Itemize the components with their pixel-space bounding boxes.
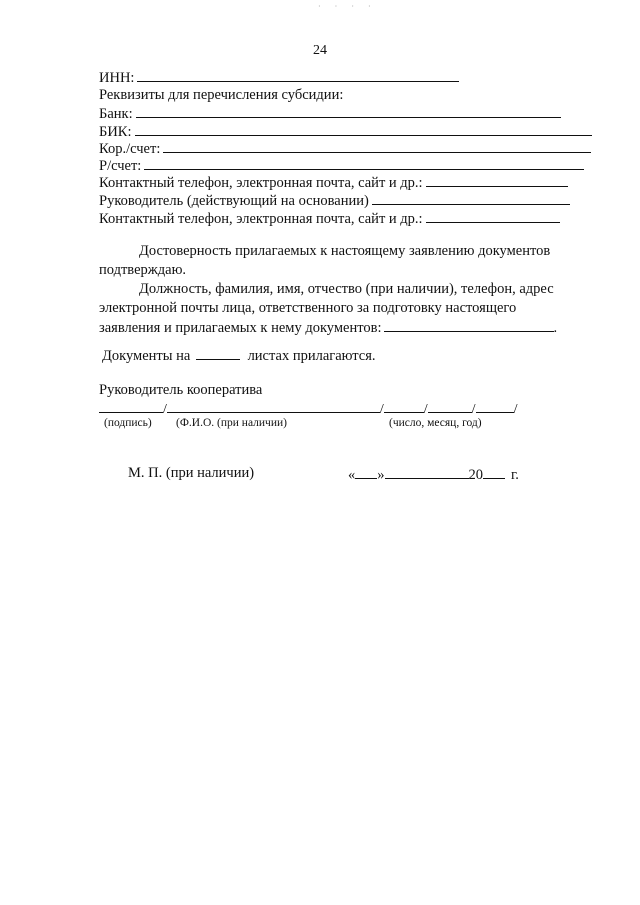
year-field[interactable] (476, 399, 514, 413)
quote-open: « (348, 467, 356, 483)
date-row (348, 465, 519, 484)
documents-suffix: листах прилагаются. (247, 348, 376, 364)
scan-artifact: · · · · (318, 2, 377, 11)
slash-4: / (471, 402, 476, 417)
stamp-label: М. П. (при наличии) (128, 465, 255, 481)
stamp-year-field[interactable] (483, 465, 505, 479)
stamp-month-field[interactable] (385, 465, 469, 479)
bik-field[interactable] (135, 122, 592, 136)
year-prefix: 20 (468, 467, 483, 483)
kor-account-field[interactable] (163, 139, 591, 153)
inn-field[interactable] (137, 68, 459, 82)
bank-label: Банк: (99, 106, 133, 122)
signature-field[interactable] (99, 399, 163, 413)
r-account-label: Р/счет: (99, 158, 142, 174)
inn-row (99, 68, 459, 87)
signature-title: Руководитель кооператива (99, 382, 263, 398)
kor-account-label: Кор./счет: (99, 141, 161, 157)
reliability-paragraph: Достоверность прилагаемых к настоящему заявлению документов подтверждаю. (99, 243, 551, 278)
contact-label-2: Контактный телефон, электронная почта, сайт и др.: (99, 211, 423, 227)
month-field[interactable] (428, 399, 472, 413)
slash-1: / (163, 402, 167, 417)
inn-label: ИНН: (99, 70, 135, 86)
responsible-person-field[interactable] (384, 318, 554, 332)
documents-row (102, 346, 376, 365)
year-suffix: г. (511, 467, 519, 483)
bik-label: БИК: (99, 124, 132, 140)
responsible-person-paragraph (99, 280, 569, 338)
contact-field-1[interactable] (426, 173, 568, 187)
caption-date: (число, месяц, год) (389, 417, 482, 429)
head-basis-row (99, 191, 570, 210)
contact-row-2 (99, 209, 560, 228)
caption-name: (Ф.И.О. (при наличии) (176, 417, 287, 429)
stamp-day-field[interactable] (355, 465, 377, 479)
head-basis-field[interactable] (372, 191, 570, 205)
requisites-heading: Реквизиты для перечисления субсидии: (99, 87, 344, 103)
slash-2: / (379, 402, 384, 417)
name-field[interactable] (167, 399, 380, 413)
responsible-person-text: Должность, фамилия, имя, отчество (при наличии), телефон, адрес электронной почты лица, ответственного за подготовку настоящего заявления и прилагаемых к нему документов: (99, 281, 554, 336)
r-account-field[interactable] (144, 156, 584, 170)
caption-signature: (подпись) (104, 417, 152, 429)
documents-prefix: Документы на (102, 348, 191, 364)
documents-sheets-field[interactable] (196, 346, 240, 360)
page-number: 24 (313, 43, 327, 58)
bank-field[interactable] (136, 104, 561, 118)
slash-5: / (513, 402, 518, 417)
quote-close: » (377, 467, 385, 483)
head-basis-label: Руководитель (действующий на основании) (99, 193, 369, 209)
day-field[interactable] (384, 399, 424, 413)
bank-row (99, 104, 561, 123)
contact-row-1 (99, 173, 568, 192)
contact-label-1: Контактный телефон, электронная почта, сайт и др.: (99, 175, 423, 191)
responsible-person-end: . (553, 320, 558, 336)
signature-line (99, 399, 517, 418)
slash-3: / (423, 402, 428, 417)
contact-field-2[interactable] (426, 209, 560, 223)
